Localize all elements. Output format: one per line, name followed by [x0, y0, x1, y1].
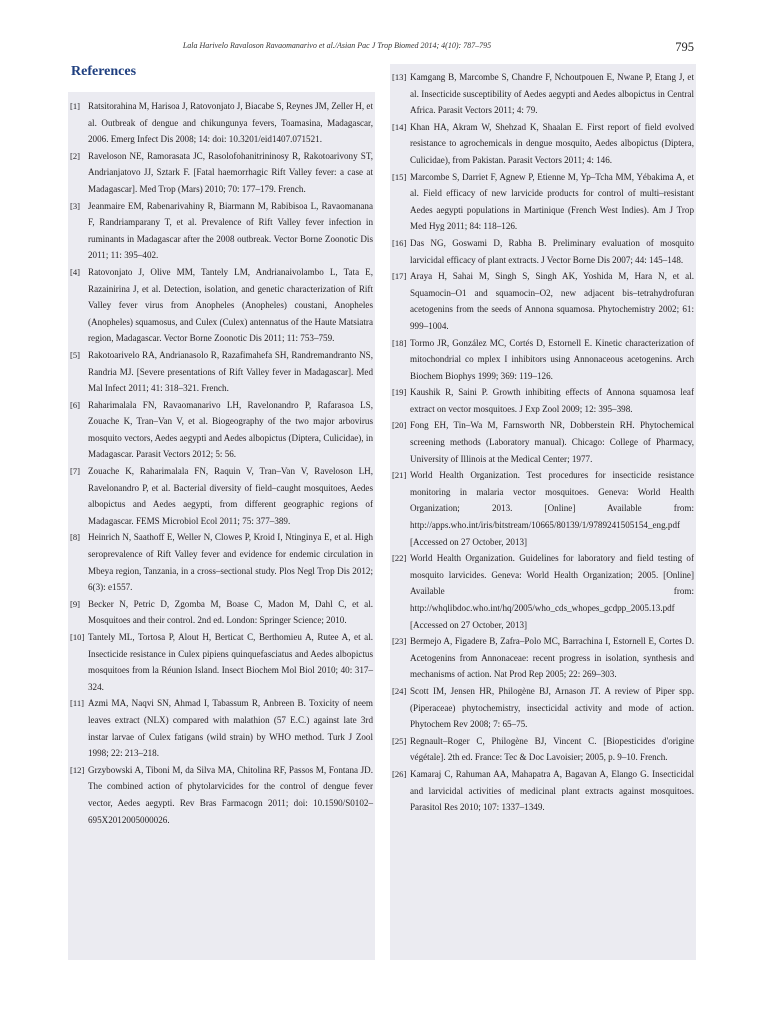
reference-item: [392, 235, 694, 268]
reference-text: Jeanmaire EM, Rabenarivahiny R, Biarmann M, Rabibisoa L, Ravaomanana F, Randriamparany T, et al. Prevalence of Rift Valley fever infection in ruminants in Madagascar after the 2008 outbreak. Vector Borne Zoonotic Dis 2011; 11: 395–402.: [88, 200, 373, 261]
reference-number: [19]: [392, 387, 407, 398]
references-column-left: [68, 92, 375, 960]
reference-number: [12]: [70, 764, 85, 775]
reference-number: [13]: [392, 72, 407, 82]
reference-item: [70, 347, 373, 397]
reference-number: [23]: [392, 636, 407, 647]
reference-text: Raharimalala FN, Ravaomanarivo LH, Ravelonandro P, Rafarasoa LS, Zouache K, Tran–Van V, et al. Biogeography of the two major arbovirus mosquito vectors, Aedes aegypti and Aedes albopictus (Diptera, Culicidae), in Madagascar. Parasit Vectors 2012; 5: 56.: [88, 399, 373, 460]
reference-text: World Health Organization. Guidelines for laboratory and field testing of mosquito larvicides. Geneva: World Health Organization; 2005. [Online] Available from: http://whqlibdoc.who.int/hq/2005/who_cds_whopes_gcdpp_2005.13.pdf [Accessed on 27 October, 2013]: [410, 553, 694, 630]
reference-text: Grzybowski A, Tiboni M, da Silva MA, Chitolina RF, Passos M, Fontana JD. The combined action of phytolarvicides for the control of dengue fever vector, Aedes aegypti. Rev Bras Farmacogn 2011; doi: 10.1590/S0102–695X2012005000026.: [88, 764, 373, 825]
reference-number: [20]: [392, 420, 407, 431]
reference-text: Fong EH, Tin–Wa M, Farnsworth NR, Dobberstein RH. Phytochemical screening methods (Laboratory manual). Chicago: College of Pharmacy, University of Illinois at the Medical Center; 1977.: [410, 420, 694, 464]
reference-number: [2]: [70, 150, 81, 161]
reference-item: [70, 596, 373, 629]
reference-item: [70, 762, 373, 828]
reference-item: [392, 169, 694, 235]
reference-text: Scott IM, Jensen HR, Philogène BJ, Arnason JT. A review of Piper spp. (Piperaceae) phytochemistry, insecticidal activity and mode of action. Phytochem Rev 2008; 7: 65–75.: [410, 685, 694, 730]
reference-text: Becker N, Petric D, Zgomba M, Boase C, Madon M, Dahl C, et al. Mosquitoes and their control. 2nd ed. London: Springer Science; 2010.: [88, 598, 373, 626]
reference-number: [11]: [70, 698, 84, 709]
reference-text: Raveloson NE, Ramorasata JC, Rasolofohanitrininosy R, Rakotoarivony ST, Andrianjatovo JJ, Sztark F. [Fatal haemorrhagic Rift Valley fever: a case at Madagascar]. Med Trop (Mars) 2010; 70: 177–179. French.: [88, 150, 373, 194]
reference-number: [6]: [70, 399, 81, 410]
page-number: 795: [675, 40, 694, 54]
reference-item: [392, 335, 694, 385]
reference-text: Khan HA, Akram W, Shehzad K, Shaalan E. First report of field evolved resistance to agrochemicals in dengue mosquito, Aedes albopictus (Diptera, Culicidae), from Pakistan. Parasit Vectors 2011; 4: 146.: [410, 121, 694, 165]
reference-number: [14]: [392, 121, 407, 132]
reference-item: [392, 69, 694, 119]
reference-item: [392, 384, 694, 417]
reference-text: Ratovonjato J, Olive MM, Tantely LM, Andrianaivolambo L, Tata E, Razainirina J, et al. Detection, isolation, and genetic characterization of Rift Valley fever virus from Anopheles (Anopheles) coustani, Anopheles (Anopheles) squamosus, and Culex (Culex) antennatus of the Haute Matsiatra region, Madagascar. Vector Borne Zoonotic Dis 2011; 11: 753–759.: [88, 266, 373, 344]
reference-text: Kaushik R, Saini P. Growth inhibiting effects of Annona squamosa leaf extract on vector mosquitoes. J Exp Zool 2009; 12: 395–398.: [410, 387, 694, 414]
reference-number: [4]: [70, 266, 81, 277]
reference-number: [17]: [392, 271, 407, 282]
reference-item: [392, 683, 694, 733]
reference-item: [392, 119, 694, 169]
reference-item: [70, 695, 373, 761]
reference-number: [22]: [392, 553, 407, 564]
reference-text: Rakotoarivelo RA, Andrianasolo R, Razafimahefa SH, Randremandranto NS, Randria MJ. [Severe presentations of Rift Valley fever in Madagascar]. Med Mal Infect 2011; 41: 318–321. French.: [88, 349, 373, 394]
reference-item: [70, 198, 373, 264]
reference-item: [70, 264, 373, 347]
reference-text: Marcombe S, Darriet F, Agnew P, Etienne M, Yp–Tcha MM, Yébakima A, et al. Field efficacy of new larvicide products for control of multi–resistant Aedes aegypti populations in Martinique (French West Indies). Am J Trop Med Hyg 2011; 84: 118–126.: [410, 171, 694, 232]
reference-number: [3]: [70, 200, 81, 211]
reference-number: [7]: [70, 466, 81, 477]
reference-number: [15]: [392, 171, 407, 182]
reference-number: [5]: [70, 349, 81, 360]
reference-text: Bermejo A, Figadere B, Zafra–Polo MC, Barrachina I, Estornell E, Cortes D. Acetogenins from Annonaceae: recent progress in isolation, synthesis and mechanisms of action. Nat Prod Rep 2005; 22: 269–303.: [410, 636, 694, 680]
reference-number: [25]: [392, 735, 407, 746]
reference-text: Tantely ML, Tortosa P, Alout H, Berticat C, Berthomieu A, Rutee A, et al. Insecticide resistance in Culex pipiens quinquefasciatus and Aedes albopictus mosquitoes from la Réunion Island. Insect Biochem Mol Biol 2010; 40: 317–324.: [88, 632, 373, 692]
reference-text: Regnault–Roger C, Philogène BJ, Vincent C. [Biopesticides d'origine végétale]. 2th ed. France: Tec & Doc Lavoisier; 2005, p. 9–10. French.: [410, 735, 694, 763]
reference-item: [70, 98, 373, 148]
reference-text: Kamgang B, Marcombe S, Chandre F, Nchoutpouen E, Nwane P, Etang J, et al. Insecticide susceptibility of Aedes aegypti and Aedes albopictus in Central Africa. Parasit Vectors 2011; 4: 79.: [410, 72, 694, 116]
reference-number: [24]: [392, 685, 407, 696]
reference-item: [70, 148, 373, 198]
reference-number: [8]: [70, 532, 81, 543]
reference-text: Heinrich N, Saathoff E, Weller N, Clowes P, Kroid I, Ntinginya E, et al. High seroprevalence of Rift Valley fever and evidence for endemic circulation in Mbeya region, Tanzania, in a cross–sectional study. Plos Negl Trop Dis 2012; 6(3): e1557.: [88, 532, 373, 593]
running-head: Lala Harivelo Ravaloson Ravaomanarivo et al./Asian Pac J Trop Biomed 2014; 4(10): 787–795: [182, 41, 492, 50]
references-column-right: [390, 64, 696, 960]
reference-item: [392, 550, 694, 633]
reference-number: [21]: [392, 470, 407, 481]
reference-text: Azmi MA, Naqvi SN, Ahmad I, Tabassum R, Anbreen B. Toxicity of neem leaves extract (NLX) compared with malathion (57 E.C.) against late 3rd instar larvae of Culex fatigans (wild strain) by WHO method. Turk J Zool 1998; 22: 213–218.: [88, 698, 373, 759]
reference-number: [9]: [70, 598, 81, 609]
reference-item: [70, 397, 373, 463]
reference-text: Zouache K, Raharimalala FN, Raquin V, Tran–Van V, Raveloson LH, Ravelonandro P, et al. Bacterial diversity of field–caught mosquitoes, Aedes albopictus and Aedes aegypti, from different geographic regions of Madagascar. FEMS Microbiol Ecol 2011; 75: 377–389.: [88, 466, 373, 526]
reference-text: Das NG, Goswami D, Rabha B. Preliminary evaluation of mosquito larvicidal efficacy of plant extracts. J Vector Borne Dis 2007; 44: 145–148.: [410, 237, 694, 265]
references-heading: References: [71, 64, 137, 79]
reference-item: [392, 766, 694, 816]
reference-number: [18]: [392, 337, 407, 348]
reference-text: Ratsitorahina M, Harisoa J, Ratovonjato J, Biacabe S, Reynes JM, Zeller H, et al. Outbreak of dengue and chikungunya fevers, Toamasina, Madagascar, 2006. Emerg Infect Dis 2008; 14: doi: 10.3201/eid1407.071521.: [88, 101, 373, 145]
reference-item: [392, 417, 694, 467]
reference-item: [392, 633, 694, 683]
reference-text: World Health Organization. Test procedures for insecticide resistance monitoring in malaria vector mosquitoes. Geneva: World Health Organization; 2013. [Online] Available from: http://apps.who.int/iris/bitstream/10665/80139/1/9789241505154_eng.pdf [Accessed on 27 October, 2013]: [410, 470, 694, 547]
reference-item: [392, 733, 694, 766]
reference-item: [392, 467, 694, 550]
reference-item: [70, 463, 373, 529]
reference-number: [1]: [70, 101, 81, 111]
reference-item: [392, 268, 694, 334]
reference-item: [70, 629, 373, 695]
reference-text: Kamaraj C, Rahuman AA, Mahapatra A, Bagavan A, Elango G. Insecticidal and larvicidal activities of medicinal plant extracts against mosquitoes. Parasitol Res 2010; 107: 1337–1349.: [410, 768, 694, 813]
reference-text: Tormo JR, González MC, Cortés D, Estornell E. Kinetic characterization of mitochondrial co mplex I inhibitors using Annonaceous acetogenins. Arch Biochem Biophys 1999; 369: 119–126.: [410, 337, 694, 381]
reference-number: [10]: [70, 632, 85, 642]
reference-item: [70, 529, 373, 595]
reference-number: [26]: [392, 768, 407, 779]
reference-text: Araya H, Sahai M, Singh S, Singh AK, Yoshida M, Hara N, et al. Squamocin–O1 and squamocin–O2, new adjacent bis–tetrahydrofuran acetogenins from the seeds of Annona squamosa. Phytochemistry 2002; 61: 999–1004.: [410, 271, 694, 331]
reference-number: [16]: [392, 237, 407, 248]
